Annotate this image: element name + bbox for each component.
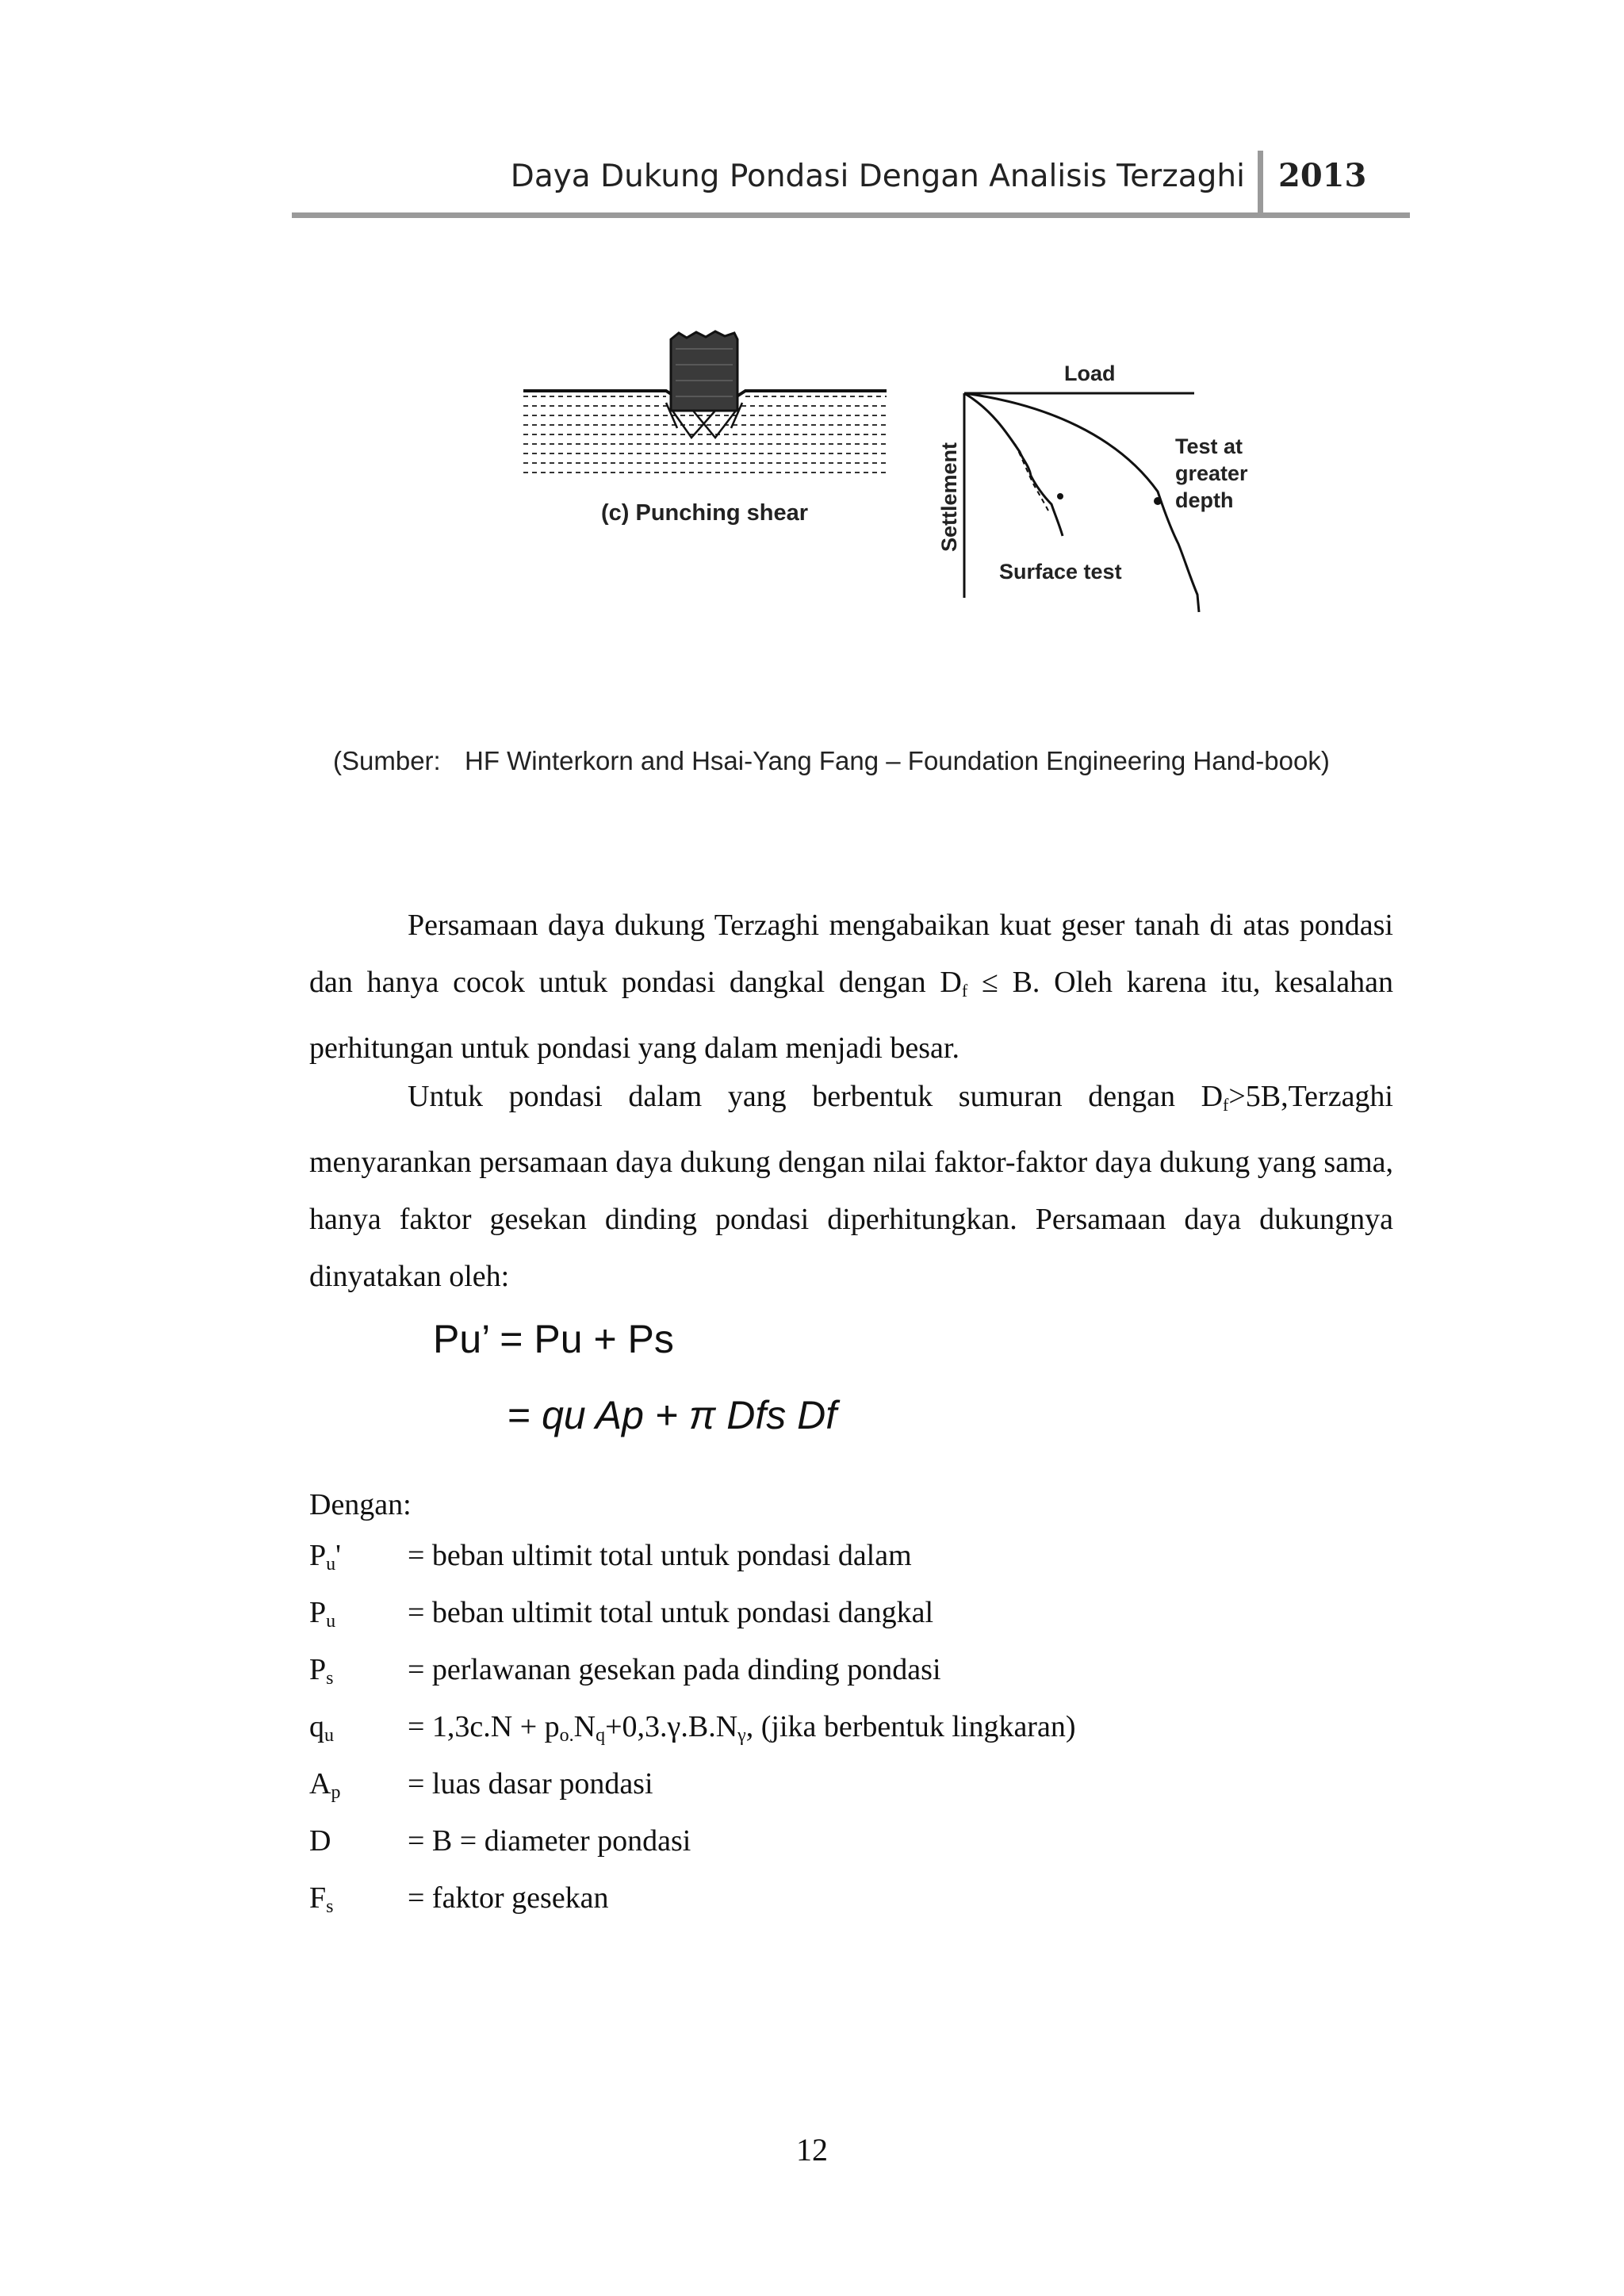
definition-symbol: D: [309, 1824, 331, 1858]
equation-line-1: Pu’ = Pu + Ps: [433, 1317, 674, 1361]
definition-symbol: $A_p$: [309, 1767, 341, 1803]
definition-symbol: $q_u$: [309, 1710, 334, 1746]
figure-caption: (c) Punching shear: [601, 500, 809, 526]
definition-description: = beban ultimit total untuk pondasi dalam: [408, 1539, 912, 1572]
surface-test-label: Surface test: [999, 560, 1122, 584]
page-number: 12: [796, 2132, 828, 2168]
load-label: Load: [1064, 362, 1116, 385]
definition-description: = $1,3c.N + p_{o.}N_q+0,3.\gamma.B.N_\gamma$, (jika berbentuk lingkaran): [408, 1710, 1076, 1746]
surface-test-curve: [964, 393, 1063, 536]
definition-description: = B = diameter pondasi: [408, 1824, 691, 1858]
punching-shear-diagram: [508, 317, 1269, 634]
header-divider: [1258, 151, 1263, 216]
source-label: (Sumber:: [333, 746, 441, 775]
running-header-year: 2013: [1278, 157, 1367, 194]
equation-line-2: = qu Ap + π Dfs Df: [508, 1393, 837, 1437]
settlement-label: Settlement: [937, 442, 961, 552]
definitions-heading: Dengan:: [309, 1488, 412, 1521]
definition-description: = beban ultimit total untuk pondasi dangkal: [408, 1596, 934, 1629]
punching-shear-figure: [508, 317, 1269, 638]
definition-symbol: $F_s$: [309, 1881, 334, 1917]
paragraph-1: Persamaan daya dukung Terzaghi mengabaikan kuat geser tanah di atas pondasi dan hanya cocok untuk pondasi dangkal dengan $D_f \le B$. Oleh karena itu, kesalahan perhitungan untuk pondasi yang dalam menjadi besar.: [309, 909, 1393, 1065]
paragraph-2: Untuk pondasi dalam yang berbentuk sumuran dengan $D_f>5B,Terzaghi$ menyarankan persamaan daya dukung dengan nilai faktor-faktor daya dukung yang sama, hanya faktor gesekan dinding pondasi diperhitungkan. Persamaan daya dukungnya dinyatakan oleh:: [309, 1080, 1393, 1293]
definition-description: = luas dasar pondasi: [408, 1767, 653, 1800]
definition-description: = faktor gesekan: [408, 1881, 609, 1915]
running-header-title: Daya Dukung Pondasi Dengan Analisis Terzaghi: [510, 159, 1245, 194]
test-greater-depth-label-1: Test at: [1175, 434, 1243, 458]
header-rule: [292, 212, 1410, 218]
test-greater-depth-label-3: depth: [1175, 488, 1234, 512]
source-text: HF Winterkorn and Hsai-Yang Fang – Foundation Engineering Hand-book): [465, 746, 1330, 775]
load-settlement-chart: [937, 362, 1248, 612]
test-greater-depth-label-2: greater: [1175, 461, 1248, 485]
definition-symbol: $P_s$: [309, 1653, 334, 1689]
definition-symbol: $P_u'$: [309, 1539, 341, 1575]
definition-symbol: $P_u$: [309, 1596, 336, 1632]
footing-block: [671, 331, 737, 411]
definition-description: = perlawanan gesekan pada dinding pondasi: [408, 1653, 941, 1686]
